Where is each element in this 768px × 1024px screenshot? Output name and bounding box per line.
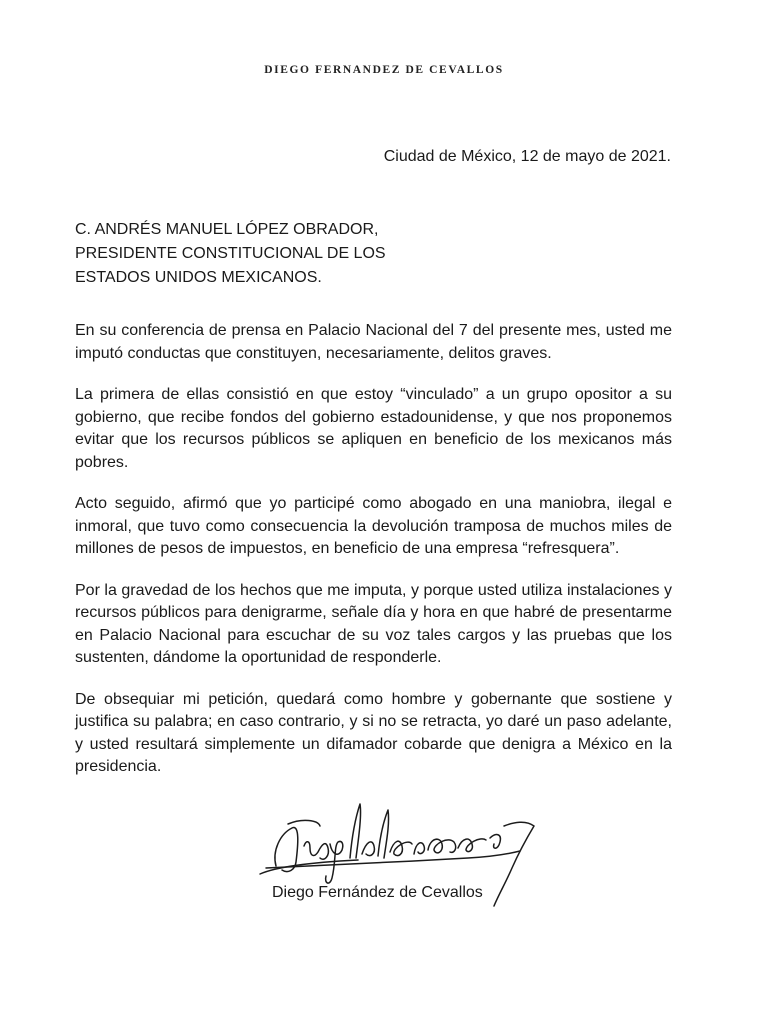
body-paragraph: Por la gravedad de los hechos que me imputa, y porque usted utiliza instalaciones y recursos públicos para denigrarme, señale día y hora en que habré de presentarme en Palacio Nacional para escuchar de su voz tales cargos y las pruebas que los sustenten, dándome la oportunidad de responderle. xyxy=(75,581,672,666)
body-paragraph: La primera de ellas consistió en que estoy “vinculado” a un grupo opositor a su gobierno, que recibe fondos del gobierno estadounidense, y que nos proponemos evitar que los recursos públicos se apliquen en beneficio de los mexicanos más pobres. xyxy=(75,386,672,471)
signer-name: Diego Fernández de Cevallos xyxy=(272,884,483,901)
letterhead: DIEGO FERNANDEZ DE CEVALLOS xyxy=(264,64,504,76)
body-paragraph: En su conferencia de prensa en Palacio Nacional del 7 del presente mes, usted me imputó conductas que constituyen, necesariamente, delitos graves. xyxy=(75,322,672,362)
letter-body xyxy=(75,320,672,798)
body-paragraph: Acto seguido, afirmó que yo participé como abogado en una maniobra, ilegal e inmoral, que tuvo como consecuencia la devolución tramposa de muchos miles de millones de pesos de impuestos, en beneficio de una empresa “refresquera”. xyxy=(75,495,672,557)
recipient-line: PRESIDENTE CONSTITUCIONAL DE LOS xyxy=(75,245,386,262)
recipient-block xyxy=(75,218,386,290)
body-paragraph: De obsequiar mi petición, quedará como hombre y gobernante que sostiene y justifica su palabra; en caso contrario, y si no se retracta, yo daré un paso adelante, y usted resultará simplemente un difamador cobarde que denigra a México en la presidencia. xyxy=(75,690,672,775)
recipient-line: C. ANDRÉS MANUEL LÓPEZ OBRADOR, xyxy=(75,221,379,238)
date-line: Ciudad de México, 12 de mayo de 2021. xyxy=(383,148,671,165)
recipient-line: ESTADOS UNIDOS MEXICANOS. xyxy=(75,269,322,286)
